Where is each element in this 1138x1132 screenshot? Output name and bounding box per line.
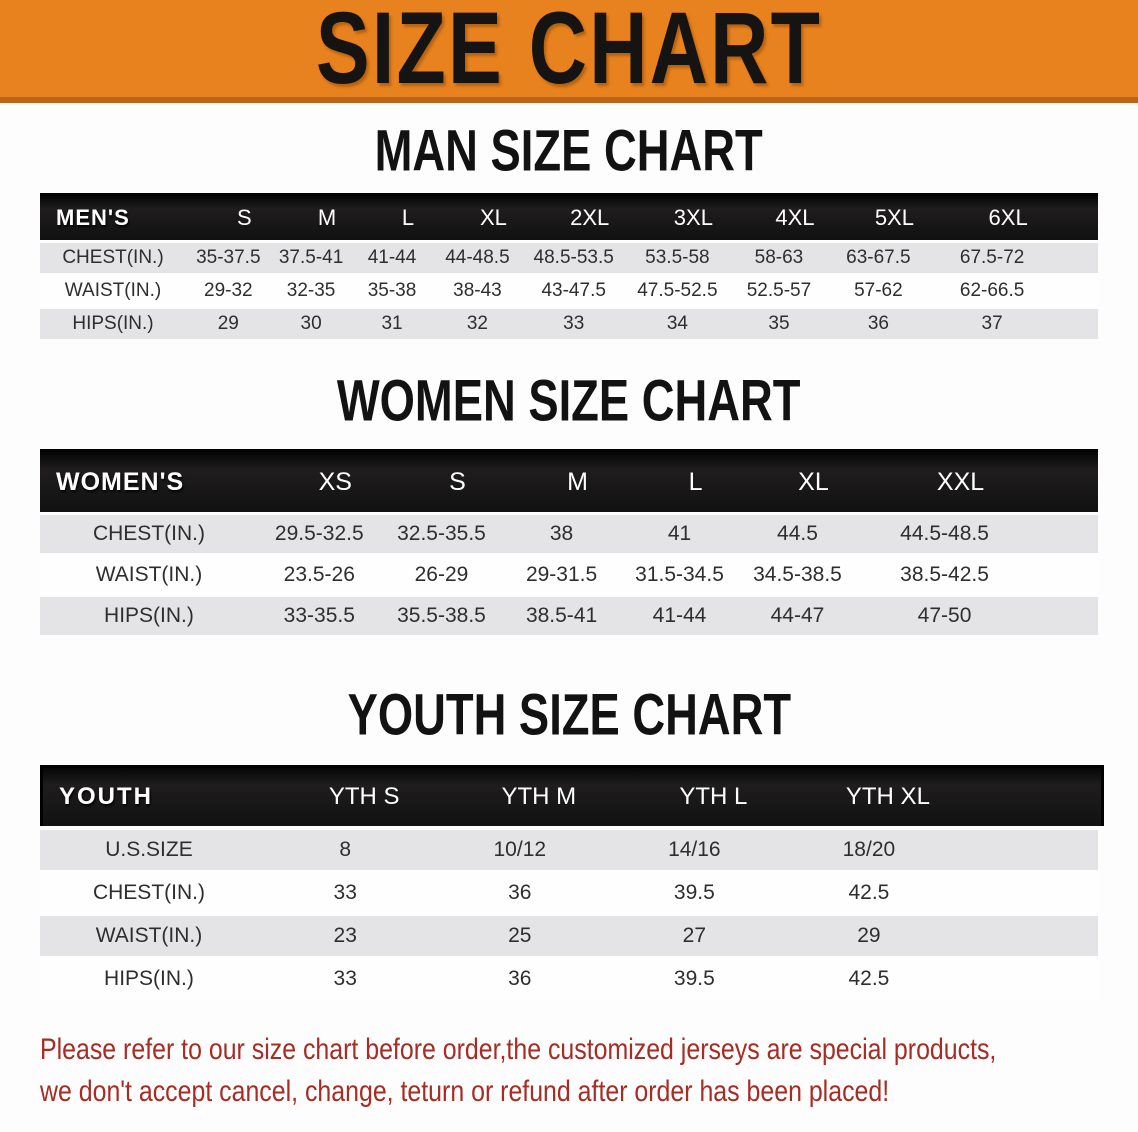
- column-header: XXL: [936, 467, 985, 496]
- table-row: [40, 830, 1098, 870]
- size-value: 48.5-53.5: [533, 247, 614, 268]
- column-header: M: [317, 205, 337, 230]
- size-value: 33-35.5: [283, 604, 355, 627]
- row-label: U.S.SIZE: [105, 838, 193, 861]
- size-value: 29: [217, 313, 239, 334]
- row-label: WAIST(IN.): [95, 563, 203, 586]
- size-value: 43-47.5: [541, 280, 606, 301]
- size-value: 33: [333, 967, 357, 990]
- men-size-section: [0, 117, 1138, 339]
- size-value: 14/16: [668, 838, 721, 861]
- size-value: 35: [768, 313, 790, 334]
- row-label: CHEST(IN.): [92, 881, 205, 904]
- size-value: 39.5: [673, 967, 715, 990]
- column-header: 3XL: [673, 205, 713, 230]
- size-value: 63-67.5: [846, 247, 911, 268]
- table-row: [40, 916, 1098, 956]
- size-value: 29: [857, 924, 881, 947]
- size-value: 44-48.5: [445, 247, 510, 268]
- women-size-section: [0, 367, 1138, 635]
- row-label: CHEST(IN.): [92, 522, 205, 545]
- column-header: YTH S: [328, 783, 400, 810]
- size-value: 34: [666, 313, 688, 334]
- section-title: WOMEN SIZE CHART: [337, 367, 801, 433]
- size-value: 57-62: [854, 280, 903, 301]
- column-header: L: [688, 467, 703, 496]
- size-value: 53.5-58: [645, 247, 710, 268]
- size-value: 27: [682, 924, 707, 947]
- column-header: L: [401, 205, 415, 230]
- youth-size-section: [0, 681, 1138, 999]
- table-header-row: [40, 193, 1098, 240]
- column-header: XL: [479, 205, 507, 230]
- table-row: [40, 597, 1098, 635]
- table-row: [40, 959, 1098, 999]
- size-value: 36: [508, 967, 532, 990]
- column-header: YTH M: [501, 783, 577, 810]
- table-title-cell: MEN'S: [56, 205, 130, 230]
- size-value: 25: [508, 924, 532, 947]
- column-header: S: [236, 205, 252, 230]
- size-value: 35.5-38.5: [397, 604, 486, 627]
- size-value: 32-35: [286, 280, 336, 301]
- size-value: 29.5-32.5: [274, 522, 364, 545]
- size-value: 47.5-52.5: [637, 280, 718, 301]
- size-value: 62-66.5: [959, 280, 1025, 301]
- size-chart-banner: [0, 0, 1138, 106]
- size-value: 37: [981, 313, 1003, 334]
- column-header: YTH XL: [845, 783, 930, 810]
- table-header-row: [40, 765, 1104, 826]
- size-value: 67.5-72: [959, 247, 1025, 268]
- women-size-table: [40, 449, 1098, 635]
- table-row: [40, 515, 1098, 553]
- size-value: 31.5-34.5: [635, 563, 724, 586]
- row-label: HIPS(IN.): [104, 967, 194, 990]
- size-value: 39.5: [673, 881, 715, 904]
- size-value: 42.5: [848, 881, 890, 904]
- youth-size-table: [40, 765, 1098, 999]
- size-value: 23.5-26: [283, 563, 355, 586]
- column-header: 2XL: [570, 205, 610, 230]
- size-value: 32: [466, 313, 488, 334]
- size-value: 34.5-38.5: [753, 563, 842, 586]
- size-value: 44.5: [777, 522, 818, 545]
- size-value: 44.5-48.5: [900, 522, 989, 545]
- size-value: 41-44: [367, 247, 417, 268]
- men-size-table: [40, 193, 1098, 339]
- size-value: 44-47: [770, 604, 825, 627]
- size-value: 47-50: [917, 604, 972, 627]
- size-value: 18/20: [842, 838, 896, 861]
- size-value: 36: [508, 881, 532, 904]
- column-header: 4XL: [775, 205, 815, 230]
- section-title: MAN SIZE CHART: [374, 117, 764, 183]
- size-value: 38-43: [453, 280, 502, 301]
- column-header: S: [449, 467, 466, 496]
- size-value: 35-38: [367, 280, 417, 301]
- size-value: 36: [867, 313, 889, 334]
- table-row: [40, 243, 1098, 273]
- section-title: YOUTH SIZE CHART: [347, 681, 791, 747]
- size-value: 26-29: [414, 563, 469, 586]
- size-value: 33: [333, 881, 357, 904]
- size-value: 38: [549, 522, 574, 545]
- column-header: 5XL: [874, 205, 914, 230]
- size-value: 10/12: [493, 838, 547, 861]
- size-value: 37.5-41: [278, 247, 344, 268]
- size-value: 32.5-35.5: [397, 522, 486, 545]
- size-value: 41: [667, 522, 692, 545]
- section-title-wrap: [0, 367, 1138, 433]
- row-label: HIPS(IN.): [104, 604, 194, 627]
- row-label: CHEST(IN.): [62, 247, 164, 268]
- size-value: 42.5: [848, 967, 890, 990]
- column-header: M: [567, 467, 588, 496]
- column-header: 6XL: [988, 205, 1028, 230]
- size-value: 33: [563, 313, 585, 334]
- size-value: 29-31.5: [525, 563, 598, 586]
- size-value: 8: [339, 838, 352, 861]
- size-value: 58-63: [754, 247, 804, 268]
- column-header: XS: [318, 467, 352, 496]
- section-title-wrap: [0, 117, 1138, 183]
- section-title-wrap: [0, 681, 1138, 747]
- table-row: [40, 873, 1098, 913]
- disclaimer-line-2: we don't accept cancel, change, teturn or refund after order has been placed!: [40, 1075, 890, 1108]
- banner-title: SIZE CHART: [315, 0, 823, 106]
- table-title-cell: YOUTH: [59, 783, 153, 810]
- row-label: WAIST(IN.): [95, 924, 203, 947]
- table-title-cell: WOMEN'S: [56, 467, 185, 496]
- column-header: XL: [798, 467, 829, 496]
- table-row: [40, 556, 1098, 594]
- size-value: 30: [300, 313, 322, 334]
- table-header-row: [40, 449, 1098, 512]
- size-value: 23: [333, 924, 357, 947]
- table-row: [40, 309, 1098, 339]
- disclaimer-text: [40, 1029, 1138, 1113]
- size-value: 31: [381, 313, 403, 334]
- row-label: HIPS(IN.): [72, 313, 154, 334]
- size-value: 35-37.5: [196, 247, 261, 268]
- row-label: WAIST(IN.): [64, 280, 162, 301]
- size-value: 41-44: [652, 604, 707, 627]
- size-value: 38.5-41: [525, 604, 598, 627]
- disclaimer-line-1: Please refer to our size chart before order,the customized jerseys are special products,: [40, 1033, 997, 1066]
- size-value: 29-32: [204, 280, 253, 301]
- size-value: 52.5-57: [746, 280, 812, 301]
- size-value: 38.5-42.5: [900, 563, 989, 586]
- column-header: YTH L: [679, 783, 748, 810]
- table-row: [40, 276, 1098, 306]
